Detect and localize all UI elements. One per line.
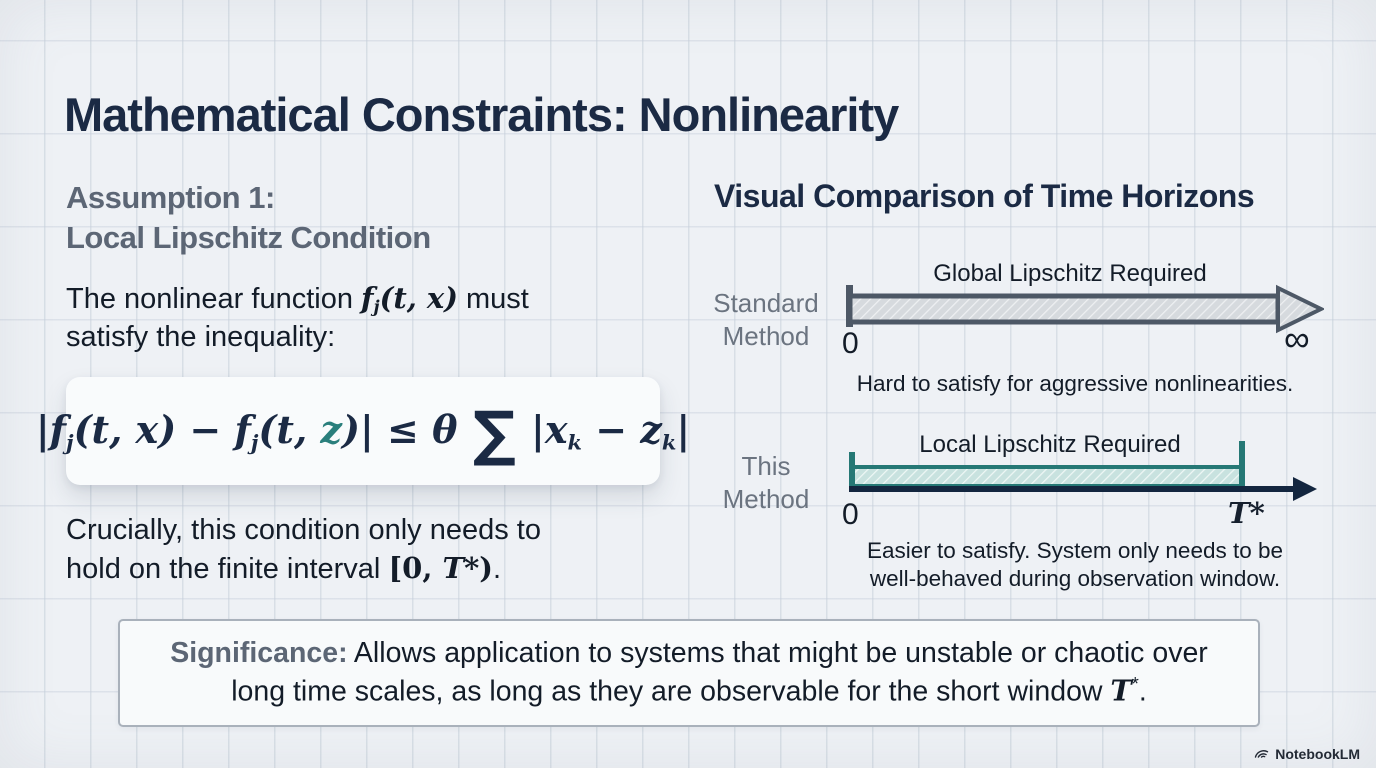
intro-line2: satisfy the inequality: [66,320,336,353]
teal-z-variable: z [320,407,342,453]
this-method-label: This Method [722,451,810,514]
significance-box [118,619,1260,727]
comparison-heading: Visual Comparison of Time Horizons [714,178,1255,214]
intro-text [66,280,686,356]
intro-line1: The nonlinear function fj(t, x) must [66,281,529,317]
local-lipschitz-label: Local Lipschitz Required [919,431,1181,458]
significance-label: Significance: [170,636,348,669]
local-caption: Easier to satisfy. System only needs to be well-behaved during observation window. [866,538,1284,592]
assumption-heading [66,178,686,257]
significance-text: Significance: Allows application to systems that might be unstable or chaotic over long time scales, as long as they are observable for the short window T*. [170,636,1208,708]
infinity-label: ∞ [1284,318,1310,359]
local-interval-bar [851,467,1243,486]
summation-symbol: ∑ [472,399,516,470]
tstar-label: T* [1228,496,1265,530]
standard-zero-label: 0 [842,327,859,360]
assumption-heading-line1: Assumption 1: [66,180,275,215]
notebooklm-logo [1253,745,1360,762]
assumption-heading-line2: Local Lipschitz Condition [66,219,431,255]
standard-method-label: Standard Method [713,288,819,351]
lipschitz-formula: $|f_j(t$, $x) - f_j(t$, z)| ≤ θ ∑ $|x_k - z_k|$ [35,399,691,470]
local-start-tick [849,452,855,490]
notebooklm-wordmark: NotebookLM [1275,745,1360,762]
crucially-text [66,512,706,588]
standard-caption: Hard to satisfy for aggressive nonlinearities. [856,371,1294,396]
global-lipschitz-label: Global Lipschitz Required [933,260,1207,287]
crucially-line1: Crucially, this condition only needs to [66,514,541,546]
time-axis-arrow-head [1293,477,1317,501]
time-axis-line [849,486,1297,492]
page-title: Mathematical Constraints: Nonlinearity [64,88,899,142]
notebooklm-icon [1253,745,1270,762]
local-zero-label: 0 [842,498,859,531]
crucially-line2: hold on the finite interval [0, T*). [66,550,502,585]
formula-box [35,377,691,485]
standard-arrow-shaft [850,296,1278,322]
tstar-tick [1239,441,1245,492]
standard-method-arrow-diagram [846,283,1324,335]
math-fj: fj(t, x) [361,281,458,317]
this-method-arrow-diagram [849,438,1319,502]
